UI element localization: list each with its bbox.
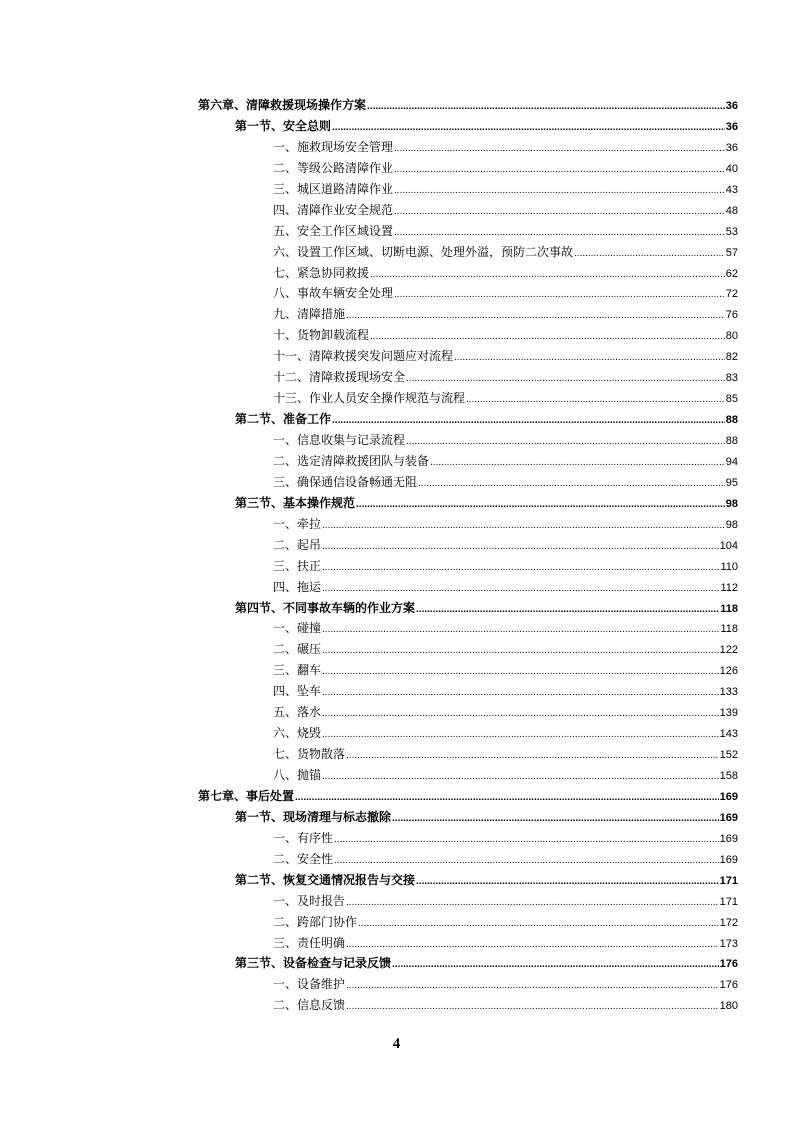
toc-entry-title: 第一节、现场清理与标志撤除 [235,809,392,824]
toc-subsection-entry[interactable] [198,974,738,995]
toc-entry-page: 176 [719,979,738,992]
toc-entry-title: 二、碾压 [273,642,322,657]
toc-dot-leader [334,828,719,851]
toc-dot-leader [322,639,719,662]
toc-entry-title: 第六章、清障救援现场操作方案 [198,98,367,112]
toc-entry-page: 88 [725,414,738,427]
toc-dot-leader [574,242,725,265]
toc-entry-title: 一、设备维护 [273,977,346,992]
toc-dot-leader [454,346,725,369]
toc-entry-page: 36 [725,100,738,112]
toc-entry-page: 126 [719,665,738,678]
toc-entry-page: 169 [719,811,738,824]
toc-dot-leader [322,660,719,683]
toc-subsection-entry[interactable] [198,346,738,367]
toc-entry-page: 133 [719,686,738,699]
toc-dot-leader [466,388,725,411]
toc-entry-title: 五、落水 [273,705,322,720]
toc-section-entry[interactable] [198,493,738,514]
toc-entry-page: 62 [725,267,738,280]
toc-entry-page: 94 [725,455,738,468]
toc-subsection-entry[interactable] [198,263,738,284]
toc-subsection-entry[interactable] [198,849,738,870]
toc-entry-page: 82 [725,351,738,364]
toc-subsection-entry[interactable] [198,702,738,723]
toc-entry-page: 171 [719,895,738,908]
toc-dot-leader [332,409,725,432]
toc-entry-page: 110 [720,560,738,573]
toc-entry-title: 三、责任明确 [273,935,346,950]
toc-subsection-entry[interactable] [198,577,738,598]
toc-subsection-entry[interactable] [198,388,738,409]
toc-entry-title: 九、清障措施 [273,307,346,322]
toc-dot-leader [394,158,725,181]
toc-entry-page: 122 [719,644,738,657]
toc-section-entry[interactable] [198,598,738,619]
toc-entry-page: 139 [719,707,738,720]
toc-entry-page: 76 [725,309,738,322]
toc-dot-leader [394,283,725,306]
toc-subsection-entry[interactable] [198,618,738,639]
toc-subsection-entry[interactable] [198,681,738,702]
toc-dot-leader [322,681,719,704]
toc-dot-leader [392,953,719,976]
toc-entry-title: 一、碰撞 [273,621,322,636]
toc-dot-leader [346,974,719,997]
toc-dot-leader [295,786,719,809]
toc-dot-leader [322,723,719,746]
toc-subsection-entry[interactable] [198,912,738,933]
toc-subsection-entry[interactable] [198,514,738,535]
toc-dot-leader [346,891,719,914]
toc-chapter-entry[interactable] [198,786,738,807]
toc-entry-title: 八、事故车辆安全处理 [273,286,394,301]
toc-subsection-entry[interactable] [198,744,738,765]
toc-entry-title: 二、起吊 [273,537,322,552]
toc-subsection-entry[interactable] [198,723,738,744]
toc-entry-page: 169 [719,832,738,845]
toc-entry-title: 三、翻车 [273,663,322,678]
toc-entry-page: 169 [719,853,738,866]
toc-dot-leader [406,367,725,390]
toc-dot-leader [392,807,719,830]
toc-entry-title: 第三节、设备检查与记录反馈 [235,956,392,971]
toc-entry-page: 43 [725,183,738,196]
toc-dot-leader [394,137,725,160]
toc-entry-page: 104 [719,539,738,552]
toc-entry-title: 十一、清障救援突发问题应对流程 [273,349,454,364]
toc-section-entry[interactable] [198,953,738,974]
toc-entry-title: 七、紧急协同救援 [273,265,370,280]
toc-entry-page: 98 [725,497,738,510]
toc-subsection-entry[interactable] [198,304,738,325]
toc-dot-leader [346,933,719,956]
toc-entry-title: 一、信息收集与记录流程 [273,433,406,447]
toc-entry-page: 83 [725,372,738,385]
toc-dot-leader [322,765,719,788]
toc-dot-leader [346,995,719,1018]
toc-entry-title: 二、等级公路清障作业 [273,160,394,175]
toc-dot-leader [370,325,725,348]
toc-subsection-entry[interactable] [198,179,738,200]
toc-dot-leader [322,577,719,600]
toc-subsection-entry[interactable] [198,556,738,577]
toc-section-entry[interactable] [198,116,738,137]
toc-entry-title: 一、及时报告 [273,893,346,908]
toc-entry-page: 176 [719,958,738,971]
toc-entry-title: 第七章、事后处置 [198,788,295,803]
toc-subsection-entry[interactable] [198,221,738,242]
toc-subsection-entry[interactable] [198,325,738,346]
toc-dot-leader [322,618,719,641]
toc-section-entry[interactable] [198,870,738,891]
toc-subsection-entry[interactable] [198,828,738,849]
toc-dot-leader [418,472,725,495]
toc-entry-title: 十二、清障救援现场安全 [273,370,406,385]
toc-subsection-entry[interactable] [198,639,738,660]
toc-entry-page: 158 [719,770,738,782]
toc-entry-title: 八、抛锚 [273,768,322,782]
toc-entry-title: 二、跨部门协作 [273,914,358,929]
toc-subsection-entry[interactable] [198,158,738,179]
toc-entry-title: 五、安全工作区域设置 [273,223,394,238]
toc-entry-page: 48 [725,204,738,217]
toc-subsection-entry[interactable] [198,472,738,493]
toc-dot-leader [322,514,725,537]
toc-subsection-entry[interactable] [198,765,738,786]
toc-entry-title: 三、城区道路清障作业 [273,181,394,196]
toc-subsection-entry[interactable] [198,367,738,388]
toc-entry-page: 118 [720,602,738,615]
toc-entry-page: 36 [725,141,738,154]
toc-dot-leader [394,221,725,244]
toc-entry-page: 180 [719,1000,738,1013]
toc-subsection-entry[interactable] [198,200,738,221]
toc-entry-page: 88 [725,435,738,447]
toc-dot-leader [416,598,719,621]
toc-entry-title: 一、牵拉 [273,516,322,531]
toc-dot-leader [430,451,725,474]
toc-dot-leader [334,849,719,872]
toc-entry-title: 第三节、基本操作规范 [235,495,356,510]
toc-entry-title: 一、施救现场安全管理 [273,139,394,154]
toc-subsection-entry[interactable] [198,430,738,451]
toc-dot-leader [332,116,725,139]
toc-dot-leader [370,263,725,286]
toc-entry-page: 85 [725,393,738,406]
toc-subsection-entry[interactable] [198,283,738,304]
toc-entry-page: 57 [725,246,738,259]
toc-dot-leader [394,200,725,223]
toc-dot-leader [406,430,725,453]
toc-entry-title: 十三、作业人员安全操作规范与流程 [273,391,466,406]
toc-subsection-entry[interactable] [198,660,738,681]
toc-dot-leader [367,95,725,118]
toc-dot-leader [394,179,725,202]
toc-entry-title: 六、设置工作区域、切断电源、处理外溢，预防二次事故 [273,244,574,259]
toc-entry-page: 95 [725,476,738,489]
toc-dot-leader [322,556,719,579]
toc-entry-page: 173 [719,937,738,950]
toc-entry-title: 三、确保通信设备畅通无阻 [273,474,418,489]
toc-entry-page: 72 [725,288,738,301]
toc-dot-leader [356,493,725,516]
toc-entry-title: 四、拖运 [273,579,322,594]
toc-entry-page: 143 [719,728,738,741]
toc-entry-page: 40 [725,162,738,175]
toc-subsection-entry[interactable] [198,137,738,158]
toc-subsection-entry[interactable] [198,891,738,912]
toc-entry-page: 80 [725,330,738,343]
toc-entry-title: 第一节、安全总则 [235,118,332,133]
toc-entry-page: 36 [725,120,738,133]
toc-entry-title: 二、安全性 [273,851,334,866]
toc-subsection-entry[interactable] [198,451,738,472]
toc-subsection-entry[interactable] [198,242,738,263]
toc-entry-page: 118 [720,623,738,636]
toc-entry-title: 七、货物散落 [273,747,346,762]
page-number: 4 [392,1036,401,1052]
toc-entry-title: 第二节、准备工作 [235,412,332,427]
toc-entry-page: 152 [719,749,738,762]
toc-entry-title: 第二节、恢复交通情况报告与交接 [235,872,416,887]
toc-dot-leader [346,744,719,767]
toc-dot-leader [322,702,719,725]
toc-dot-leader [346,304,725,327]
toc-entry-title: 四、清障作业安全规范 [273,202,394,217]
toc-entry-title: 第四节、不同事故车辆的作业方案 [235,600,416,615]
toc-entry-title: 四、坠车 [273,684,322,699]
toc-dot-leader [358,912,719,935]
table-of-contents [198,95,738,1016]
toc-section-entry[interactable] [198,807,738,828]
toc-entry-page: 98 [725,518,738,531]
toc-entry-title: 二、信息反馈 [273,998,346,1013]
toc-entry-title: 六、烧毁 [273,726,322,741]
toc-entry-title: 三、扶正 [273,558,322,573]
toc-entry-page: 171 [719,874,738,887]
toc-entry-page: 112 [720,581,738,594]
toc-chapter-entry[interactable] [198,95,738,116]
toc-section-entry[interactable] [198,409,738,430]
toc-dot-leader [416,870,719,893]
toc-dot-leader [322,535,719,558]
toc-entry-page: 172 [719,916,738,929]
toc-subsection-entry[interactable] [198,995,738,1016]
toc-entry-title: 一、有序性 [273,830,334,845]
toc-entry-title: 二、选定清障救援团队与装备 [273,453,430,468]
toc-subsection-entry[interactable] [198,535,738,556]
toc-entry-page: 53 [725,225,738,238]
toc-subsection-entry[interactable] [198,933,738,954]
toc-entry-page: 169 [719,790,738,803]
toc-entry-title: 十、货物卸载流程 [273,328,370,343]
